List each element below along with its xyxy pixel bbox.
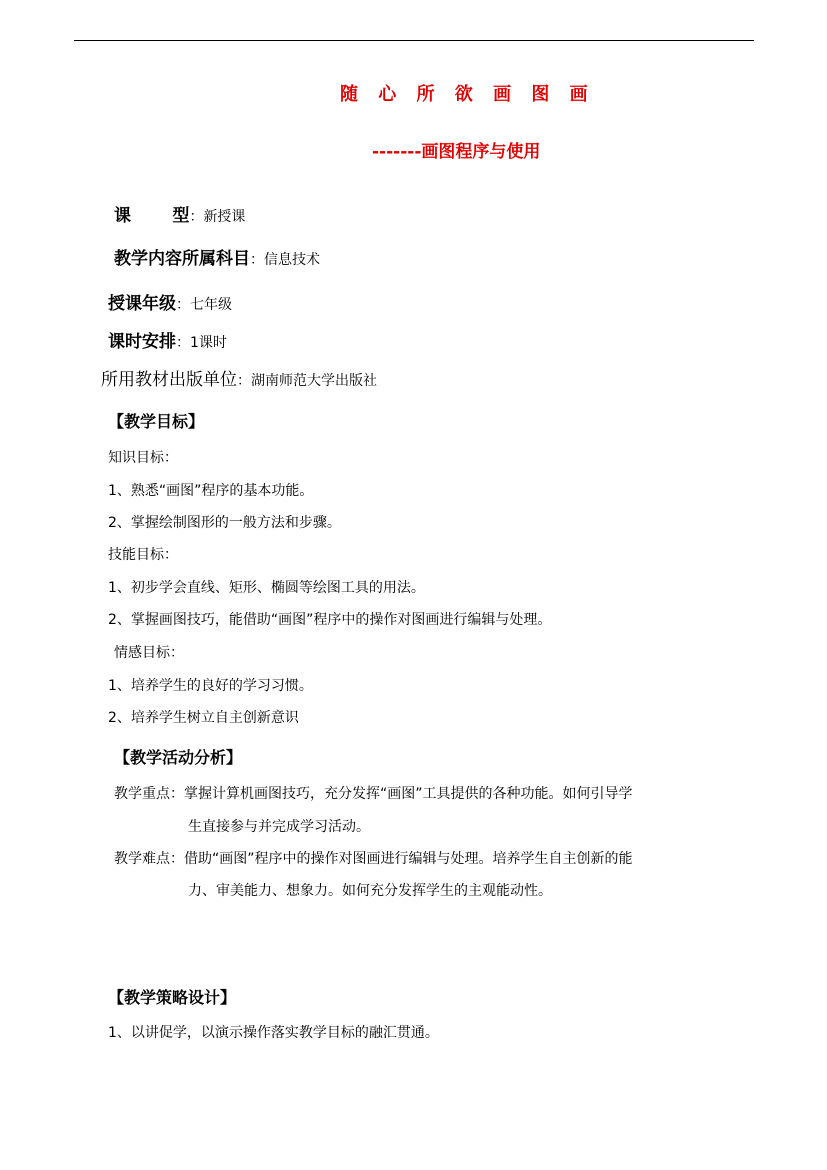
goal-line: 1、初步学会直线、矩形、椭圆等绘图工具的用法。	[108, 580, 425, 596]
meta-value: 湖南师范大学出版社	[251, 373, 377, 389]
difficulty-line: 力、审美能力、想象力。如何充分发挥学生的主观能动性。	[188, 883, 552, 899]
document-subtitle: -------画图程序与使用	[372, 142, 541, 162]
key-point-line: 教学重点：掌握计算机画图技巧，充分发挥“画图”工具提供的各种功能。如何引导学	[114, 786, 633, 802]
meta-subject	[114, 244, 320, 269]
meta-key: 授课年级	[108, 294, 176, 314]
goal-line: 知识目标：	[108, 450, 178, 466]
meta-publisher	[101, 365, 377, 390]
goal-line: 2、培养学生树立自主创新意识	[108, 710, 299, 726]
key-point-line: 生直接参与并完成学习活动。	[188, 819, 370, 835]
meta-sep: ：	[176, 297, 190, 313]
meta-sep: ：	[250, 252, 264, 268]
meta-value: 新授课	[203, 209, 246, 225]
meta-key: 课时安排	[108, 332, 176, 352]
meta-schedule	[108, 327, 227, 352]
difficulty-line: 教学难点：借助“画图”程序中的操作对图画进行编辑与处理。培养学生自主创新的能	[114, 851, 633, 867]
meta-sep: ：	[237, 373, 251, 389]
document-title: 随 心 所 欲 画 图 画	[340, 84, 595, 105]
goal-line: 技能目标：	[108, 547, 178, 563]
meta-value: 1课时	[190, 335, 227, 351]
meta-sep: ：	[189, 209, 204, 225]
section-heading-goals: 【教学目标】	[108, 412, 205, 431]
meta-value: 信息技术	[264, 252, 320, 268]
strategy-line: 1、以讲促学，以演示操作落实教学目标的融汇贯通。	[108, 1025, 439, 1041]
meta-key: 教学内容所属科目	[114, 249, 250, 269]
meta-value: 七年级	[190, 297, 232, 313]
meta-sep: ：	[176, 335, 190, 351]
header-rule	[74, 40, 754, 41]
section-heading-strategy: 【教学策略设计】	[108, 988, 237, 1007]
goal-line: 2、掌握画图技巧，能借助“画图”程序中的操作对图画进行编辑与处理。	[108, 612, 552, 628]
meta-key: 课 型	[114, 206, 190, 226]
meta-grade	[108, 289, 232, 314]
goal-line: 1、熟悉“画图”程序的基本功能。	[108, 483, 314, 499]
meta-key: 所用教材出版单位	[101, 370, 237, 390]
goal-line: 2、掌握绘制图形的一般方法和步骤。	[108, 515, 341, 531]
goal-line: 1、培养学生的良好的学习习惯。	[108, 678, 313, 694]
meta-lesson-type	[114, 201, 245, 226]
goal-line: 情感目标：	[114, 645, 184, 661]
section-heading-analysis: 【教学活动分析】	[114, 748, 243, 767]
